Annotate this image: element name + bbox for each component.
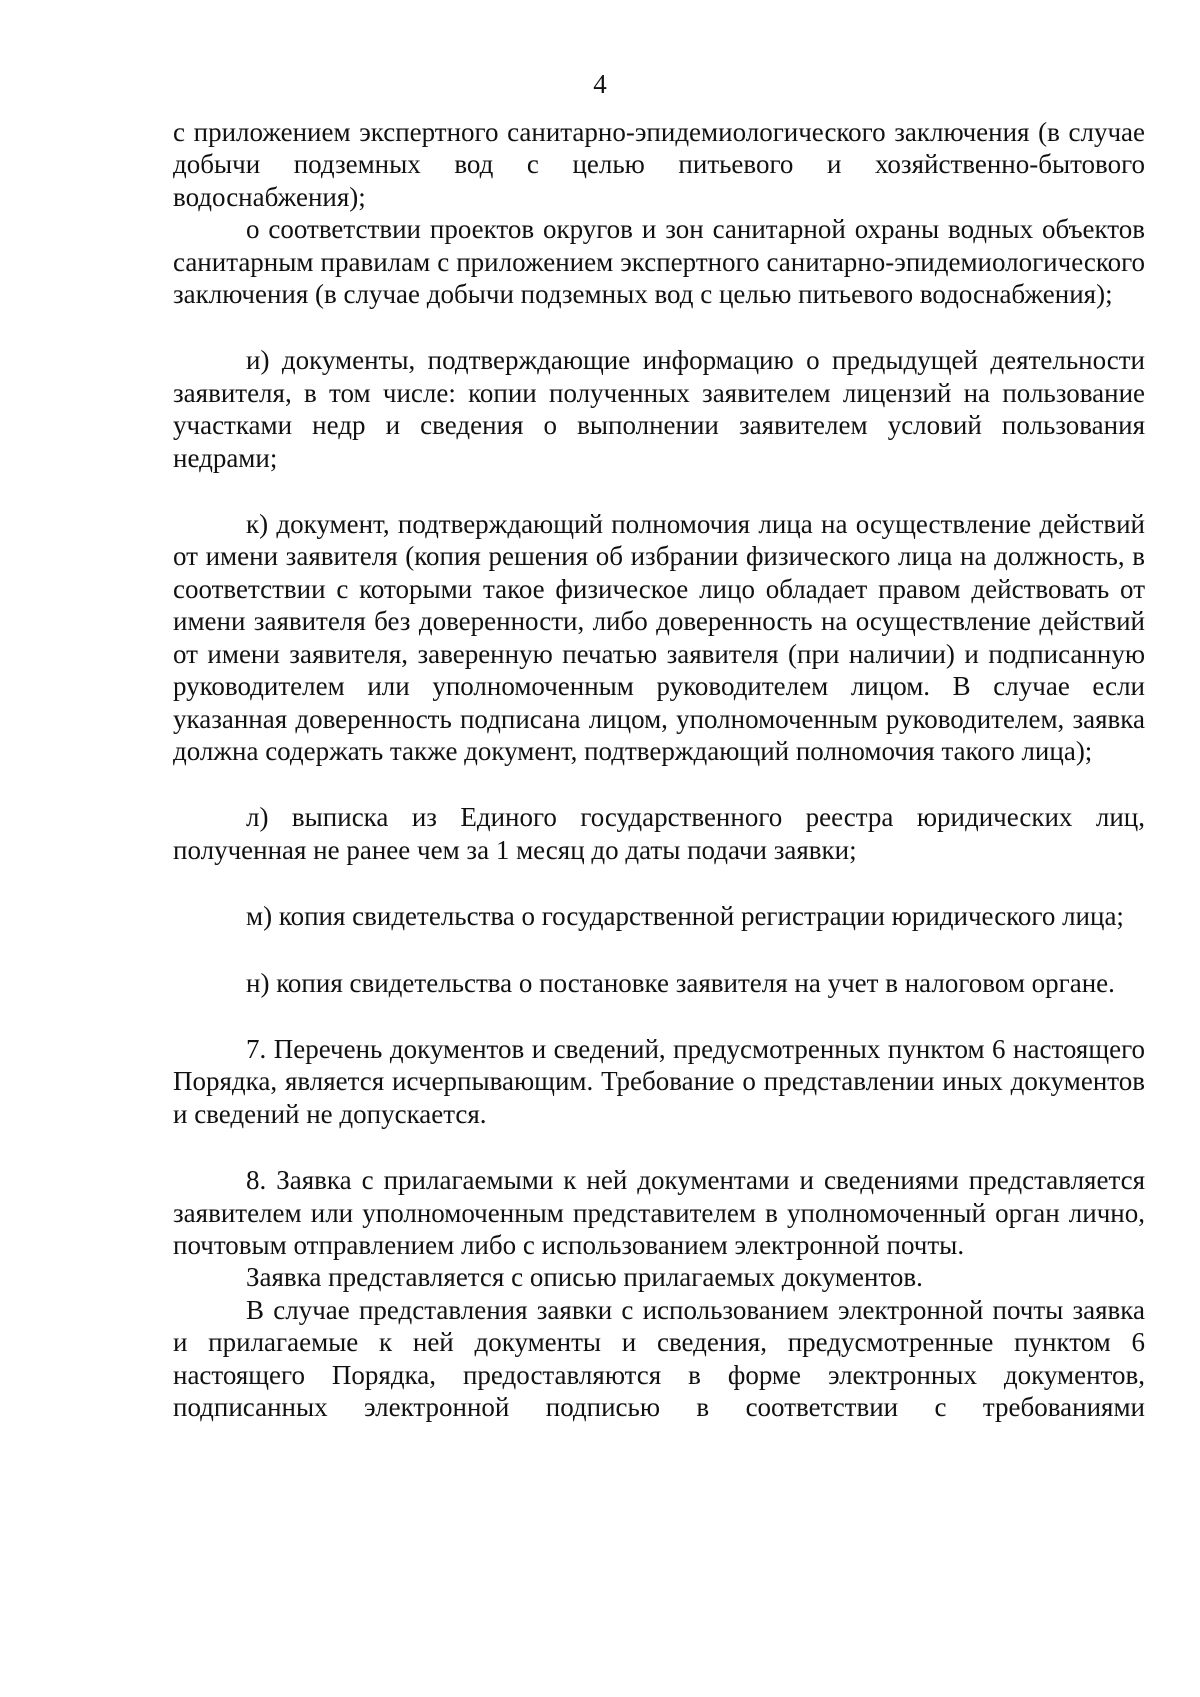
paragraph: м) копия свидетельства о государственной регистрации юридического лица; (246, 901, 1124, 932)
paragraph: о соответствии проектов округов и зон санитарной охраны водных объектов санитарным правилам с приложением экспертного санитарно-эпидемиологического заключения (в случае добычи подземных вод с целью питьевого водоснабжения); (173, 214, 1145, 310)
paragraph: 8. Заявка с прилагаемыми к ней документами и сведениями представляется заявителем или уполномоченным представителем в уполномоченный орган лично, почтовым отправлением либо с использованием электронной почты. (173, 1165, 1145, 1260)
paragraph: с приложением экспертного санитарно-эпидемиологического заключения (в случае добычи подземных вод с целью питьевого и хозяйственно-бытового водоснабжения); (173, 117, 1145, 212)
paragraph: н) копия свидетельства о постановке заявителя на учет в налоговом органе. (246, 967, 1115, 998)
paragraph: В случае представления заявки с использованием электронной почты заявка и прилагаемые к ней документы и сведения, предусмотренные пунктом 6 настоящего Порядка, предоставляются в форме электронных документов, подписанных электронной подписью в соответствии с требованиями (173, 1294, 1145, 1422)
document-body (173, 116, 1145, 1423)
paragraph: 7. Перечень документов и сведений, предусмотренных пунктом 6 настоящего Порядка, является исчерпывающим. Требование о представлении иных документов и сведений не допускается. (173, 1033, 1145, 1129)
paragraph: Заявка представляется с описью прилагаемых документов. (246, 1262, 923, 1293)
page-number: 4 (593, 69, 607, 99)
paragraph: к) документ, подтверждающий полномочия лица на осуществление действий от имени заявителя (копия решения об избрании физического лица на должность, в соответствии с которыми такое физическое лицо обладает правом действовать от имени заявителя без доверенности, либо доверенность на осуществление действий от имени заявителя, заверенную печатью заявителя (при наличии) и подписанную руководителем или уполномоченным руководителем лицом. В случае если указанная доверенность подписана лицом, уполномоченным руководителем, заявка должна содержать также документ, подтверждающий полномочия такого лица); (173, 509, 1145, 766)
paragraph: л) выписка из Единого государственного реестра юридических лиц, полученная не ранее чем за 1 месяц до даты подачи заявки; (173, 802, 1145, 865)
paragraph: и) документы, подтверждающие информацию о предыдущей деятельности заявителя, в том числе: копии полученных заявителем лицензий на пользование участками недр и сведения о выполнении заявителем условий пользования недрами; (173, 345, 1145, 473)
